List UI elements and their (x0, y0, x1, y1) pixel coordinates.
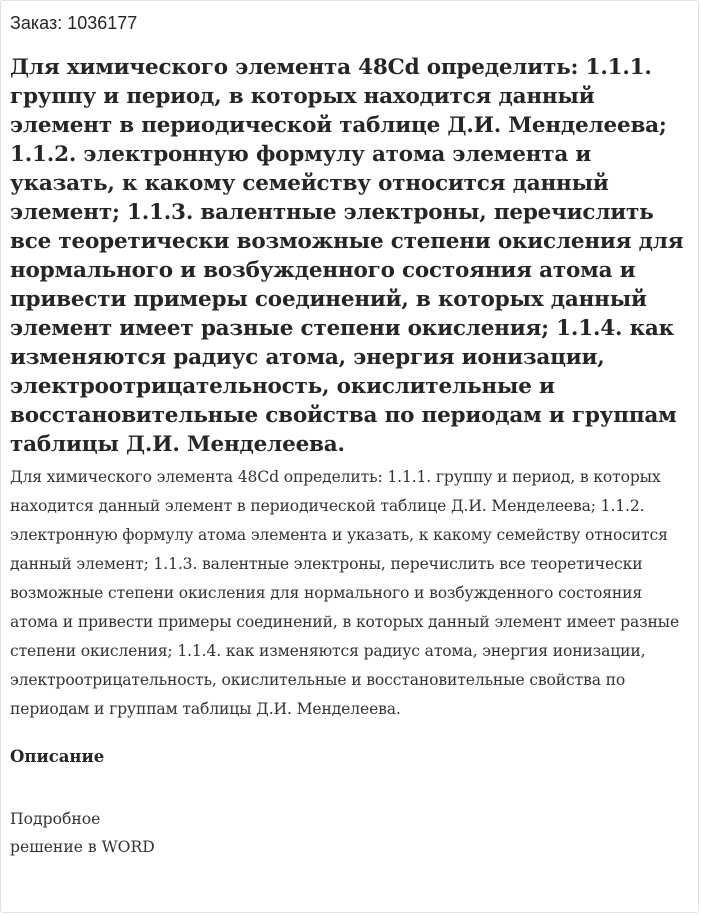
order-number: Заказ: 1036177 (10, 13, 138, 33)
description-heading: Описание (10, 747, 105, 766)
task-text: Для химического элемента 48Cd определить: 1.1.1. группу и период, в которых находится данный элемент в периодической таблице Д.И. Менделеева; 1.1.2. электронную формулу атома элемента и указать, к какому семейству относится данный элемент; 1.1.3. валентные электроны, перечислить все теоретически возможные степени окисления для нормального и возбужденного состояния атома и привести примеры соединений, в которых данный элемент имеет разные степени окисления; 1.1.4. как изменяются радиус атома, энергия ионизации, электроотрицательность, окислительные и восстановительные свойства по периодам и группам таблицы Д.И. Менделеева. (10, 468, 680, 718)
description-body (10, 805, 688, 861)
description-line-2: решение в WORD (10, 838, 155, 856)
task-title: Для химического элемента 48Cd определить: 1.1.1. группу и период, в которых находится данный элемент в периодической таблице Д.И. Менделеева; 1.1.2. электронную формулу атома элемента и указать, к какому семейству относится данный элемент; 1.1.3. валентные электроны, перечислить все теоретически возможные степени окисления для нормального и возбужденного состояния атома и привести примеры соединений, в которых данный элемент имеет разные степени окисления; 1.1.4. как изменяются радиус атома, энергия ионизации, электроотрицательность, окислительные и восстановительные свойства по периодам и группам таблицы Д.И. Менделеева. (10, 55, 684, 457)
description-line-1: Подробное (10, 810, 101, 828)
